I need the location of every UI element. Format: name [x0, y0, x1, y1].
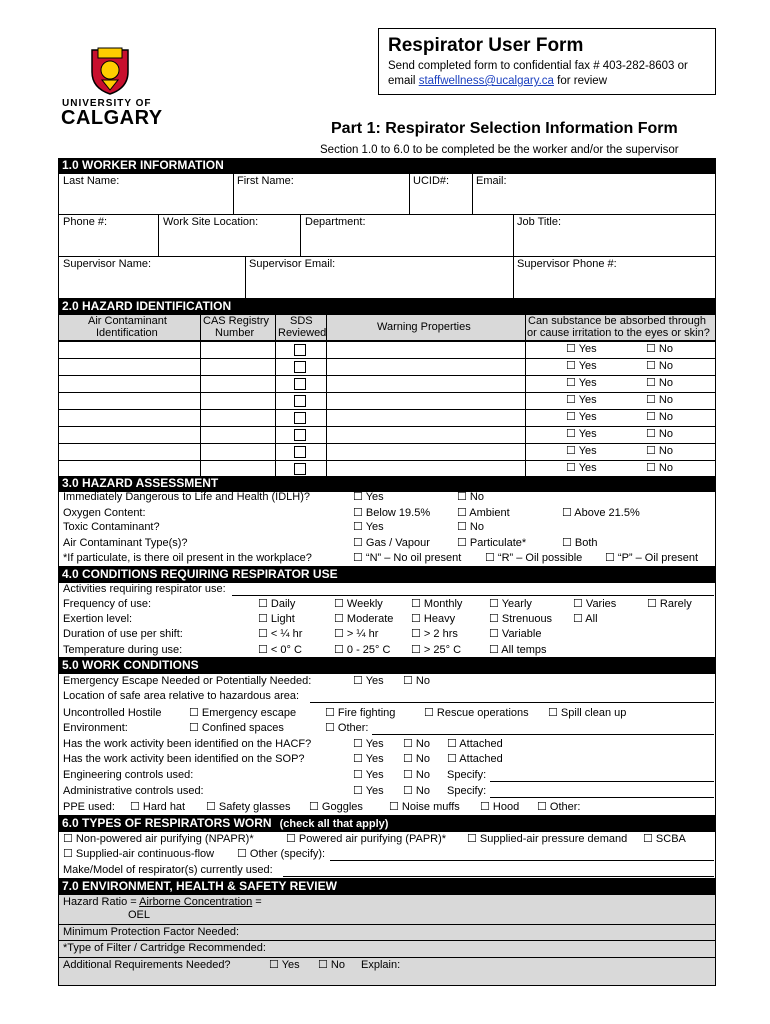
oel-label: OEL: [128, 909, 151, 921]
col-air-contaminant-2: Identification: [96, 327, 158, 339]
activities-field[interactable]: [232, 595, 714, 596]
form-title: Respirator User Form: [388, 35, 584, 56]
env-spill[interactable]: ☐ Spill clean up: [548, 707, 627, 719]
admin-field[interactable]: [490, 797, 714, 798]
logo-line2: CALGARY: [61, 107, 163, 129]
resp-supplied-demand[interactable]: ☐ Supplied-air pressure demand: [467, 833, 628, 845]
toxic-no[interactable]: ☐ No: [457, 521, 484, 533]
absorb-yes[interactable]: ☐ Yes: [566, 428, 597, 440]
engineering-field[interactable]: [490, 781, 714, 782]
temp-all[interactable]: ☐ All temps: [489, 644, 547, 656]
additional-label: Additional Requirements Needed?: [63, 959, 231, 971]
hacf-yes[interactable]: ☐ Yes: [353, 738, 384, 750]
resp-papr[interactable]: ☐ Powered air purifying (PAPR)*: [286, 833, 447, 845]
admin-yes[interactable]: ☐ Yes: [353, 785, 384, 797]
env-confined[interactable]: ☐ Confined spaces: [189, 722, 284, 734]
absorb-yes[interactable]: ☐ Yes: [566, 377, 597, 389]
idlh-label: Immediately Dangerous to Life and Health (IDLH)?: [63, 491, 311, 503]
exertion-all[interactable]: ☐ All: [573, 613, 598, 625]
email-link[interactable]: staffwellness@ucalgary.ca: [418, 75, 554, 87]
hacf-label: Has the work activity been identified on the HACF?: [63, 738, 312, 750]
filter-label[interactable]: *Type of Filter / Cartridge Recommended:: [63, 942, 266, 954]
sop-attached[interactable]: ☐ Attached: [447, 753, 503, 765]
absorb-no[interactable]: ☐ No: [646, 462, 673, 474]
col-absorb-2: or cause irritation to the eyes or skin?: [527, 327, 710, 339]
engineering-specify: Specify:: [447, 769, 487, 781]
resp-npapr[interactable]: ☐ Non-powered air purifying (NPAPR)*: [63, 833, 254, 845]
absorb-yes[interactable]: ☐ Yes: [566, 343, 597, 355]
sop-yes[interactable]: ☐ Yes: [353, 753, 384, 765]
engineering-label: Engineering controls used:: [63, 769, 194, 781]
explain-label[interactable]: Explain:: [361, 959, 401, 971]
duration-lt[interactable]: ☐ < ¼ hr: [258, 628, 303, 640]
temp-label: Temperature during use:: [63, 644, 183, 656]
absorb-yes[interactable]: ☐ Yes: [566, 360, 597, 372]
sds-reviewed-checkbox[interactable]: [294, 378, 306, 390]
col-sds-2: Reviewed: [278, 327, 327, 339]
supervisor-name-label[interactable]: Supervisor Name:: [63, 258, 152, 270]
type-gas[interactable]: ☐ Gas / Vapour: [353, 537, 430, 549]
resp-other[interactable]: ☐ Other (specify):: [237, 848, 326, 860]
part-title: Part 1: Respirator Selection Information Form: [331, 120, 678, 137]
col-sds: SDS: [290, 315, 313, 327]
activities-label: Activities requiring respirator use:: [63, 583, 226, 595]
col-cas: CAS Registry: [203, 315, 270, 327]
sds-reviewed-checkbox[interactable]: [294, 463, 306, 475]
temp-gt25[interactable]: ☐ > 25° C: [411, 644, 462, 656]
exertion-light[interactable]: ☐ Light: [258, 613, 295, 625]
type-label: Air Contaminant Type(s)?: [63, 537, 188, 549]
exertion-strenuous[interactable]: ☐ Strenuous: [489, 613, 553, 625]
absorb-no[interactable]: ☐ No: [646, 445, 673, 457]
idlh-yes[interactable]: ☐ Yes: [353, 491, 384, 503]
environment-label: Environment:: [63, 722, 128, 734]
col-cas-2: Number: [215, 327, 255, 339]
location-field[interactable]: [310, 702, 714, 703]
admin-specify: Specify:: [447, 785, 487, 797]
s3-heading: 3.0 HAZARD ASSESSMENT: [58, 476, 716, 491]
s2-heading: 2.0 HAZARD IDENTIFICATION: [58, 299, 716, 314]
sds-reviewed-checkbox[interactable]: [294, 412, 306, 424]
freq-varies[interactable]: ☐ Varies: [573, 598, 617, 610]
sop-no[interactable]: ☐ No: [403, 753, 430, 765]
ppe-label: PPE used:: [63, 801, 115, 813]
sds-reviewed-checkbox[interactable]: [294, 446, 306, 458]
absorb-no[interactable]: ☐ No: [646, 377, 673, 389]
additional-no[interactable]: ☐ No: [318, 959, 345, 971]
make-model-field[interactable]: [283, 876, 714, 877]
work-site-label[interactable]: Work Site Location:: [163, 216, 259, 228]
exertion-label: Exertion level:: [63, 613, 133, 625]
sds-reviewed-checkbox[interactable]: [294, 395, 306, 407]
env-other-field[interactable]: [372, 734, 714, 735]
crest-icon: [88, 46, 132, 96]
absorb-no[interactable]: ☐ No: [646, 343, 673, 355]
location-label: Location of safe area relative to hazardous area:: [63, 690, 300, 702]
escape-label: Emergency Escape Needed or Potentially Needed:: [63, 675, 312, 687]
oxygen-ambient[interactable]: ☐ Ambient: [457, 507, 510, 519]
supervisor-phone-label[interactable]: Supervisor Phone #:: [517, 258, 617, 270]
sds-reviewed-checkbox[interactable]: [294, 361, 306, 373]
oil-r[interactable]: ☐ “R” – Oil possible: [485, 552, 583, 564]
env-other[interactable]: ☐ Other:: [325, 722, 369, 734]
phone-label[interactable]: Phone #:: [63, 216, 108, 228]
exertion-heavy[interactable]: ☐ Heavy: [411, 613, 456, 625]
first-name-label[interactable]: First Name:: [237, 175, 294, 187]
absorb-no[interactable]: ☐ No: [646, 411, 673, 423]
last-name-label[interactable]: Last Name:: [63, 175, 120, 187]
department-label[interactable]: Department:: [305, 216, 366, 228]
type-particulate[interactable]: ☐ Particulate*: [457, 537, 527, 549]
worker-info-table: [58, 173, 716, 299]
ppe-other[interactable]: ☐ Other:: [537, 801, 581, 813]
escape-no[interactable]: ☐ No: [403, 675, 430, 687]
oxygen-below[interactable]: ☐ Below 19.5%: [353, 507, 431, 519]
type-both[interactable]: ☐ Both: [562, 537, 598, 549]
duration-label: Duration of use per shift:: [63, 628, 183, 640]
col-absorb: Can substance be absorbed through: [528, 315, 706, 327]
toxic-yes[interactable]: ☐ Yes: [353, 521, 384, 533]
escape-yes[interactable]: ☐ Yes: [353, 675, 384, 687]
freq-rarely[interactable]: ☐ Rarely: [647, 598, 692, 610]
admin-label: Administrative controls used:: [63, 785, 204, 797]
ppe-muffs[interactable]: ☐ Noise muffs: [389, 801, 460, 813]
exertion-moderate[interactable]: ☐ Moderate: [334, 613, 394, 625]
supervisor-email-label[interactable]: Supervisor Email:: [249, 258, 336, 270]
temp-lt0[interactable]: ☐ < 0° C: [258, 644, 302, 656]
absorb-no[interactable]: ☐ No: [646, 394, 673, 406]
admin-no[interactable]: ☐ No: [403, 785, 430, 797]
freq-yearly[interactable]: ☐ Yearly: [489, 598, 532, 610]
s5-heading: 5.0 WORK CONDITIONS: [58, 658, 716, 673]
env-emergency-escape[interactable]: ☐ Emergency escape: [189, 707, 297, 719]
env-fire[interactable]: ☐ Fire fighting: [325, 707, 396, 719]
freq-weekly[interactable]: ☐ Weekly: [334, 598, 383, 610]
hacf-attached[interactable]: ☐ Attached: [447, 738, 503, 750]
fax-line: Send completed form to confidential fax # 403-282-8603 or: [388, 60, 688, 72]
duration-gt[interactable]: ☐ > ¼ hr: [334, 628, 379, 640]
oil-n[interactable]: ☐ “N” – No oil present: [353, 552, 462, 564]
s6-heading: 6.0 TYPES OF RESPIRATORS WORN (check all that apply): [58, 816, 716, 831]
sds-reviewed-checkbox[interactable]: [294, 429, 306, 441]
additional-yes[interactable]: ☐ Yes: [269, 959, 300, 971]
email-label[interactable]: Email:: [476, 175, 507, 187]
hazard-ratio-line: Hazard Ratio = Airborne Concentration =: [63, 896, 262, 908]
ppe-hood[interactable]: ☐ Hood: [480, 801, 520, 813]
oil-p[interactable]: ☐ “P” – Oil present: [605, 552, 699, 564]
freq-daily[interactable]: ☐ Daily: [258, 598, 296, 610]
absorb-yes[interactable]: ☐ Yes: [566, 462, 597, 474]
s7-heading: 7.0 ENVIRONMENT, HEALTH & SAFETY REVIEW: [58, 879, 716, 894]
env-rescue[interactable]: ☐ Rescue operations: [424, 707, 529, 719]
make-model-label: Make/Model of respirator(s) currently used:: [63, 864, 273, 876]
job-title-label[interactable]: Job Title:: [517, 216, 562, 228]
freq-monthly[interactable]: ☐ Monthly: [411, 598, 463, 610]
oxygen-label: Oxygen Content:: [63, 507, 146, 519]
duration-variable[interactable]: ☐ Variable: [489, 628, 542, 640]
col-air-contaminant: Air Contaminant: [88, 315, 167, 327]
resp-scba[interactable]: ☐ SCBA: [643, 833, 686, 845]
ucid-label[interactable]: UCID#:: [413, 175, 450, 187]
absorb-no[interactable]: ☐ No: [646, 428, 673, 440]
absorb-yes[interactable]: ☐ Yes: [566, 445, 597, 457]
engineering-no[interactable]: ☐ No: [403, 769, 430, 781]
ppe-glasses[interactable]: ☐ Safety glasses: [206, 801, 291, 813]
absorb-yes[interactable]: ☐ Yes: [566, 411, 597, 423]
toxic-label: Toxic Contaminant?: [63, 521, 160, 533]
section-note: Section 1.0 to 6.0 to be completed be the worker and/or the supervisor: [320, 144, 679, 156]
temp-0-25[interactable]: ☐ 0 - 25° C: [334, 644, 391, 656]
sds-reviewed-checkbox[interactable]: [294, 344, 306, 356]
absorb-yes[interactable]: ☐ Yes: [566, 394, 597, 406]
idlh-no[interactable]: ☐ No: [457, 491, 484, 503]
uncontrolled-label: Uncontrolled Hostile: [63, 707, 162, 719]
hacf-no[interactable]: ☐ No: [403, 738, 430, 750]
ppe-hardhat[interactable]: ☐ Hard hat: [130, 801, 186, 813]
oxygen-above[interactable]: ☐ Above 21.5%: [562, 507, 640, 519]
oil-label: *If particulate, is there oil present in the workplace?: [63, 552, 312, 564]
frequency-label: Frequency of use:: [63, 598, 152, 610]
email-line: email staffwellness@ucalgary.ca for review: [388, 75, 607, 87]
logo-line1: UNIVERSITY OF: [62, 98, 152, 109]
resp-other-field[interactable]: [330, 860, 714, 861]
ppe-goggles[interactable]: ☐ Goggles: [309, 801, 363, 813]
absorb-no[interactable]: ☐ No: [646, 360, 673, 372]
resp-supplied-continuous[interactable]: ☐ Supplied-air continuous-flow: [63, 848, 215, 860]
sop-label: Has the work activity been identified on the SOP?: [63, 753, 305, 765]
col-warning: Warning Properties: [377, 321, 471, 333]
s4-heading: 4.0 CONDITIONS REQUIRING RESPIRATOR USE: [58, 567, 716, 582]
s1-heading: 1.0 WORKER INFORMATION: [58, 158, 716, 173]
duration-2hrs[interactable]: ☐ > 2 hrs: [411, 628, 458, 640]
mpf-label[interactable]: Minimum Protection Factor Needed:: [63, 926, 240, 938]
engineering-yes[interactable]: ☐ Yes: [353, 769, 384, 781]
